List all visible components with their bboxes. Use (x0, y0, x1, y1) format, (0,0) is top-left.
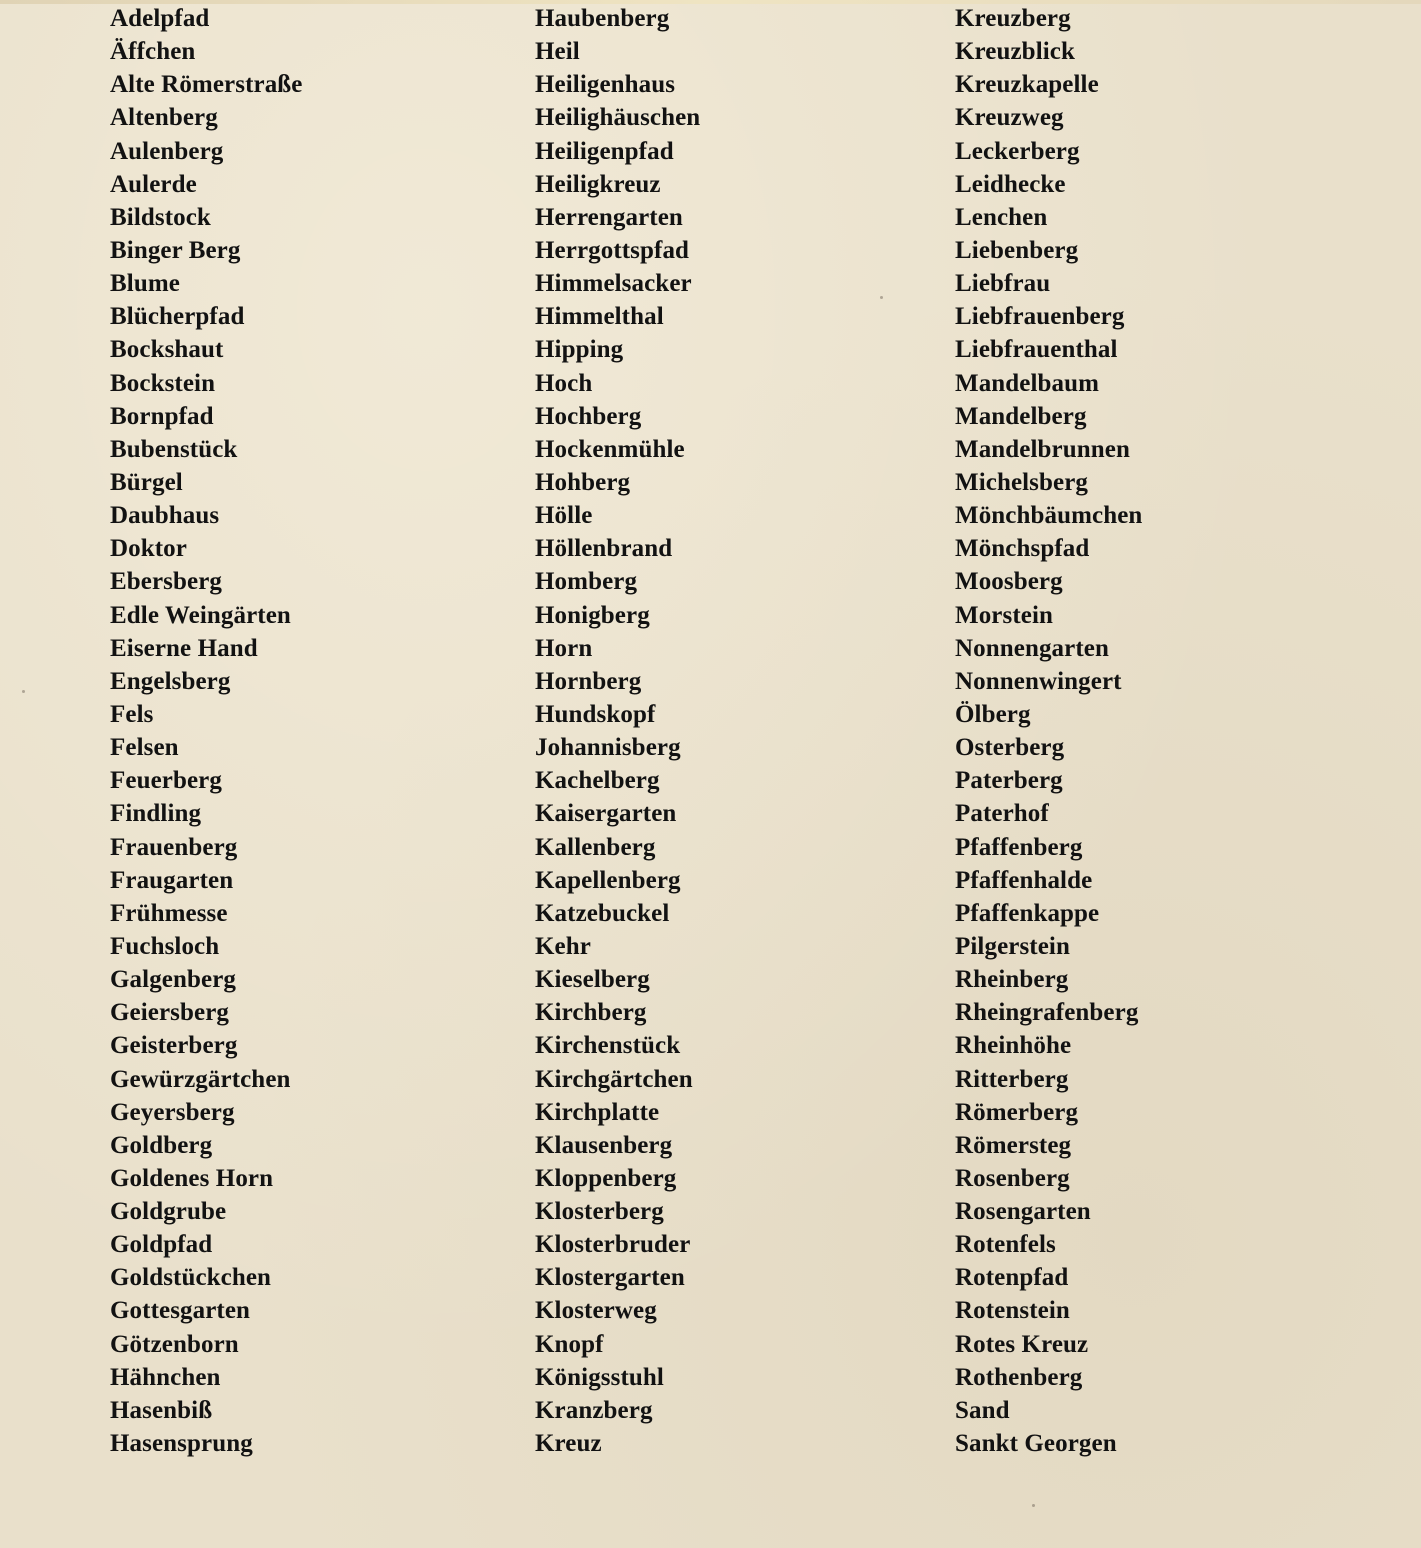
list-item: Paterhof (955, 800, 1049, 828)
list-item: Rheinhöhe (955, 1032, 1072, 1060)
list-item: Geyersberg (110, 1098, 235, 1126)
list-item: Paterberg (955, 767, 1063, 795)
list-item: Hasensprung (110, 1430, 253, 1458)
list-item: Leckerberg (955, 137, 1080, 165)
list-item: Homberg (535, 568, 638, 596)
list-item: Hornberg (535, 667, 642, 695)
list-item: Geiersberg (110, 999, 230, 1027)
list-item: Ebersberg (110, 568, 222, 596)
list-item: Rotes Kreuz (955, 1330, 1089, 1358)
list-item: Horn (535, 634, 593, 662)
list-item: Knopf (535, 1330, 604, 1358)
list-item: Haubenberg (535, 5, 670, 32)
list-item: Kreuzkapelle (955, 71, 1099, 99)
list-item: Götzenborn (110, 1330, 239, 1358)
list-item: Engelsberg (110, 667, 231, 695)
list-item: Frühmesse (110, 899, 228, 927)
list-item: Kapellenberg (535, 866, 681, 894)
list-item: Kirchenstück (535, 1032, 681, 1060)
list-item: Kreuz (535, 1430, 602, 1458)
name-column-2 (535, 2, 700, 1460)
list-item: Kreuzweg (955, 104, 1064, 132)
list-item: Alte Römerstraße (110, 71, 303, 99)
list-item: Rosengarten (955, 1198, 1091, 1226)
list-item: Kaisergarten (535, 800, 677, 828)
list-item: Rothenberg (955, 1363, 1083, 1391)
list-item: Sankt Georgen (955, 1430, 1117, 1458)
list-item: Eiserne Hand (110, 634, 258, 662)
list-item: Heiligkreuz (535, 170, 661, 198)
list-item: Bockstein (110, 369, 216, 397)
list-item: Katzebuckel (535, 899, 670, 927)
list-item: Findling (110, 800, 202, 828)
name-column-1 (110, 2, 303, 1460)
list-item: Kloppenberg (535, 1164, 677, 1192)
list-item: Nonnenwingert (955, 667, 1122, 695)
list-item: Blücherpfad (110, 303, 245, 331)
list-item: Himmelsacker (535, 270, 692, 298)
list-item: Mandelberg (955, 402, 1087, 430)
list-item: Klosterberg (535, 1198, 664, 1226)
list-item: Fels (110, 700, 154, 728)
list-item: Mönchbäumchen (955, 502, 1143, 530)
list-item: Herrengarten (535, 203, 683, 231)
list-item: Liebfrau (955, 270, 1051, 298)
list-item: Aulerde (110, 170, 197, 198)
list-item: Bockshaut (110, 336, 224, 364)
list-item: Pilgerstein (955, 932, 1070, 960)
list-item: Kreuzblick (955, 38, 1075, 66)
list-item: Kehr (535, 932, 591, 960)
list-item: Hoch (535, 369, 593, 397)
list-item: Goldberg (110, 1131, 213, 1159)
list-item: Herrgottspfad (535, 236, 690, 264)
name-column-3 (955, 2, 1142, 1460)
list-item: Galgenberg (110, 966, 236, 994)
list-item: Daubhaus (110, 502, 220, 530)
list-item: Lenchen (955, 203, 1048, 231)
list-item: Honigberg (535, 601, 650, 629)
list-item: Bildstock (110, 203, 211, 231)
list-item: Hundskopf (535, 700, 656, 728)
list-item: Gewürzgärtchen (110, 1065, 291, 1093)
list-item: Morstein (955, 601, 1053, 629)
list-item: Kirchgärtchen (535, 1065, 693, 1093)
list-item: Hasenbiß (110, 1396, 213, 1424)
list-item: Kachelberg (535, 767, 660, 795)
list-item: Altenberg (110, 104, 218, 132)
list-item: Klausenberg (535, 1131, 673, 1159)
list-item: Pfaffenkappe (955, 899, 1100, 927)
list-item: Kieselberg (535, 966, 650, 994)
paper-speck (880, 296, 883, 299)
list-item: Frauenberg (110, 833, 238, 861)
list-item: Binger Berg (110, 236, 241, 264)
list-item: Hockenmühle (535, 435, 685, 463)
list-item: Liebfrauenberg (955, 303, 1125, 331)
list-item: Fraugarten (110, 866, 234, 894)
list-item: Pfaffenberg (955, 833, 1083, 861)
list-item: Rotenpfad (955, 1264, 1069, 1292)
list-item: Mandelbrunnen (955, 435, 1130, 463)
list-item: Aulenberg (110, 137, 224, 165)
list-item: Rotenstein (955, 1297, 1070, 1325)
list-item: Goldgrube (110, 1198, 227, 1226)
list-item: Römerberg (955, 1098, 1079, 1126)
list-item: Goldenes Horn (110, 1164, 274, 1192)
list-item: Heiligenhaus (535, 71, 676, 99)
list-item: Gottesgarten (110, 1297, 251, 1325)
list-item: Bornpfad (110, 402, 214, 430)
list-item: Heilighäuschen (535, 104, 701, 132)
list-item: Goldpfad (110, 1231, 213, 1259)
list-item: Kranzberg (535, 1396, 653, 1424)
list-item: Ritterberg (955, 1065, 1069, 1093)
list-item: Leidhecke (955, 170, 1066, 198)
list-item: Nonnengarten (955, 634, 1109, 662)
list-item: Hölle (535, 502, 593, 530)
list-item: Mandelbaum (955, 369, 1100, 397)
list-item: Kallenberg (535, 833, 656, 861)
list-item: Moosberg (955, 568, 1063, 596)
list-item: Michelsberg (955, 468, 1089, 496)
list-item: Klosterbruder (535, 1231, 691, 1259)
list-item: Kirchberg (535, 999, 647, 1027)
list-item: Heiligenpfad (535, 137, 674, 165)
list-item: Kirchplatte (535, 1098, 660, 1126)
paper-speck (22, 690, 25, 693)
list-item: Himmelthal (535, 303, 664, 331)
list-item: Liebfrauenthal (955, 336, 1118, 364)
list-item: Hipping (535, 336, 624, 364)
list-item: Kreuzberg (955, 5, 1071, 32)
list-item: Königsstuhl (535, 1363, 664, 1391)
list-item: Hohberg (535, 468, 631, 496)
list-item: Liebenberg (955, 236, 1079, 264)
list-item: Rotenfels (955, 1231, 1056, 1259)
list-item: Pfaffenhalde (955, 866, 1093, 894)
list-item: Klostergarten (535, 1264, 685, 1292)
list-item: Äffchen (110, 38, 196, 66)
list-item: Bürgel (110, 468, 183, 496)
list-item: Mönchspfad (955, 535, 1090, 563)
list-item: Rosenberg (955, 1164, 1070, 1192)
list-item: Klosterweg (535, 1297, 657, 1325)
list-item: Hähnchen (110, 1363, 221, 1391)
list-item: Doktor (110, 535, 187, 563)
list-item: Höllenbrand (535, 535, 673, 563)
list-item: Blume (110, 270, 180, 298)
list-item: Heil (535, 38, 580, 66)
list-item: Rheinberg (955, 966, 1069, 994)
list-item: Osterberg (955, 734, 1065, 762)
list-item: Hochberg (535, 402, 642, 430)
list-item: Ölberg (955, 700, 1031, 728)
list-item: Geisterberg (110, 1032, 238, 1060)
list-item: Rheingrafenberg (955, 999, 1139, 1027)
list-item: Edle Weingärten (110, 601, 291, 629)
list-item: Goldstückchen (110, 1264, 272, 1292)
list-item: Feuerberg (110, 767, 222, 795)
list-item: Felsen (110, 734, 179, 762)
list-item: Römersteg (955, 1131, 1072, 1159)
list-item: Fuchsloch (110, 932, 220, 960)
list-item: Adelpfad (110, 5, 210, 32)
paper-speck (1032, 1504, 1035, 1507)
list-item: Bubenstück (110, 435, 238, 463)
list-item: Sand (955, 1396, 1010, 1424)
list-item: Johannisberg (535, 734, 681, 762)
